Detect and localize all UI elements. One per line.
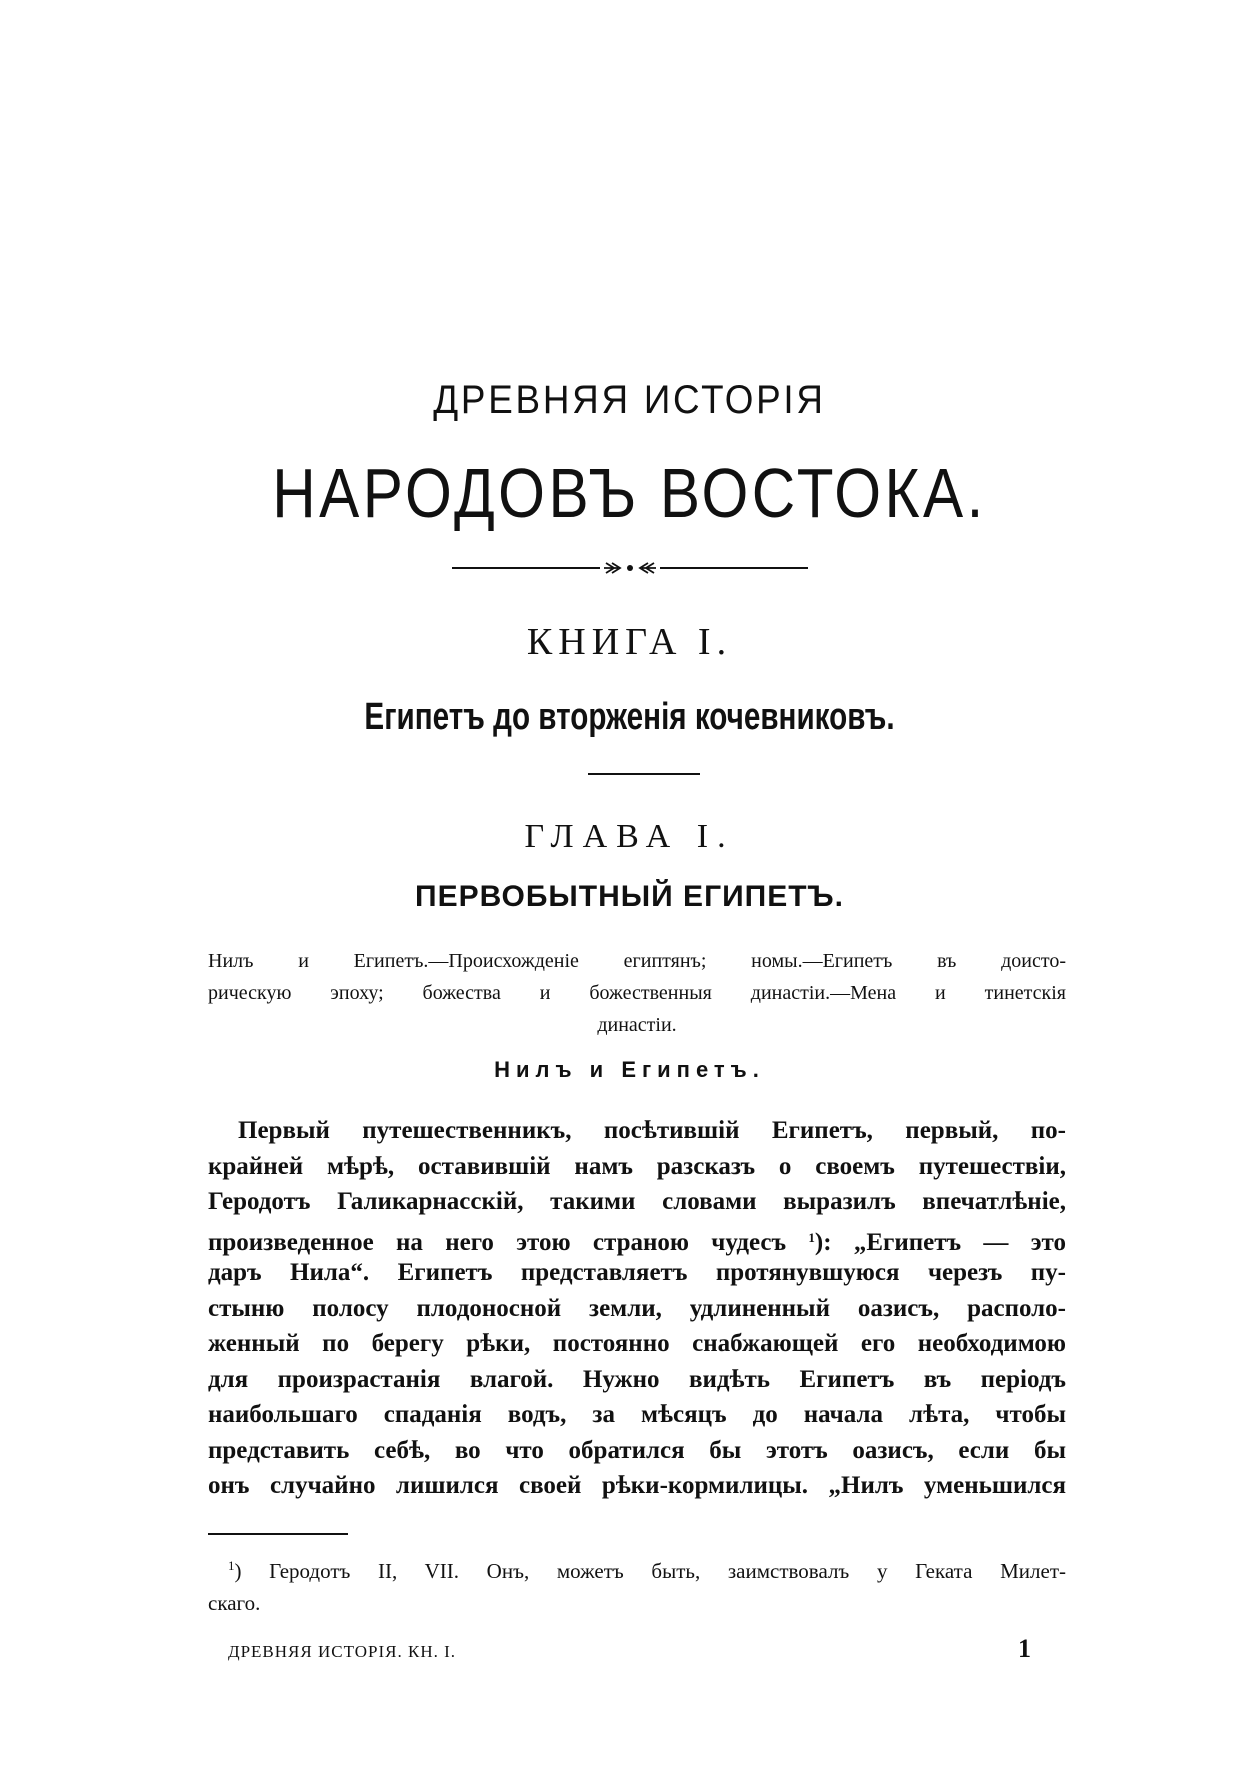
body-line-text: произведенное на него этою страною чудесъ — [208, 1228, 787, 1256]
chapter-summary — [208, 945, 1066, 1041]
page-number: 1 — [1018, 1634, 1031, 1663]
body-line: наибольшаго спаданія водъ, за мѣсяцъ до начала лѣта, чтобы — [208, 1401, 1066, 1428]
footnote-line: скаго. — [208, 1591, 261, 1615]
footnote-text: ) Геродотъ II, VII. Онъ, можетъ быть, заимствовалъ у Геката Милет- — [234, 1559, 1066, 1583]
section-heading: Нилъ и Египетъ. — [494, 1057, 765, 1082]
book-title: КНИГА I. — [526, 621, 733, 663]
body-line: Геродотъ Галикарнасскій, такими словами выразилъ впечатлѣніе, — [208, 1188, 1066, 1215]
footnote-reference: 1 — [808, 1229, 815, 1245]
ornament-divider — [0, 560, 1259, 576]
chapter-subtitle: ПЕРВОБЫТНЫЙ ЕГИПЕТЪ. — [415, 880, 844, 913]
body-line: для произрастанія влагой. Нужно видѣть Египетъ въ періодъ — [208, 1365, 1066, 1393]
body-line: онъ случайно лишился своей рѣки-кормилицы. „Нилъ уменьшился — [208, 1472, 1066, 1499]
footnote-marker: 1 — [228, 1558, 235, 1573]
body-line: крайней мѣрѣ, оставившій намъ разсказъ о своемъ путешествіи, — [208, 1152, 1066, 1180]
summary-line: династіи. — [597, 1014, 677, 1036]
body-paragraph — [208, 1113, 1066, 1504]
footnote-line — [208, 1550, 1066, 1587]
body-line: Первый путешественникъ, посѣтившій Египетъ, первый, по- — [238, 1117, 1066, 1144]
body-line-with-footnote — [208, 1220, 1066, 1256]
title-line-2: НАРОДОВЪ ВОСТОКА. — [272, 454, 987, 532]
title-line-1: ДРЕВНЯЯ ИСТОРІЯ — [433, 378, 826, 422]
body-line-tail: ): „Египетъ — это — [814, 1228, 1066, 1256]
book-subtitle: Египетъ до вторженія кочевниковъ. — [364, 696, 895, 738]
body-line: представить себѣ, во что обратился бы этотъ оазисъ, если бы — [208, 1436, 1066, 1464]
body-line: женный по берегу рѣки, постоянно снабжающей его необходимою — [208, 1330, 1066, 1357]
footnote-divider — [208, 1533, 348, 1535]
body-line: стыню полосу плодоносной земли, удлиненный оазисъ, располо- — [208, 1294, 1066, 1322]
body-line: даръ Нила“. Египетъ представляетъ протянувшуюся черезъ пу- — [208, 1259, 1066, 1286]
summary-line: рическую эпоху; божества и божественныя династіи.—Мена и тинетскія — [208, 982, 1066, 1004]
chapter-title: ГЛАВА I. — [524, 818, 735, 855]
footnote — [208, 1550, 1066, 1619]
short-divider — [588, 773, 700, 775]
signature-mark: ДРЕВНЯЯ ИСТОРІЯ. КН. I. — [228, 1642, 457, 1661]
summary-line: Нилъ и Египетъ.—Происхожденіе египтянъ; номы.—Египетъ въ доисто- — [208, 950, 1066, 972]
